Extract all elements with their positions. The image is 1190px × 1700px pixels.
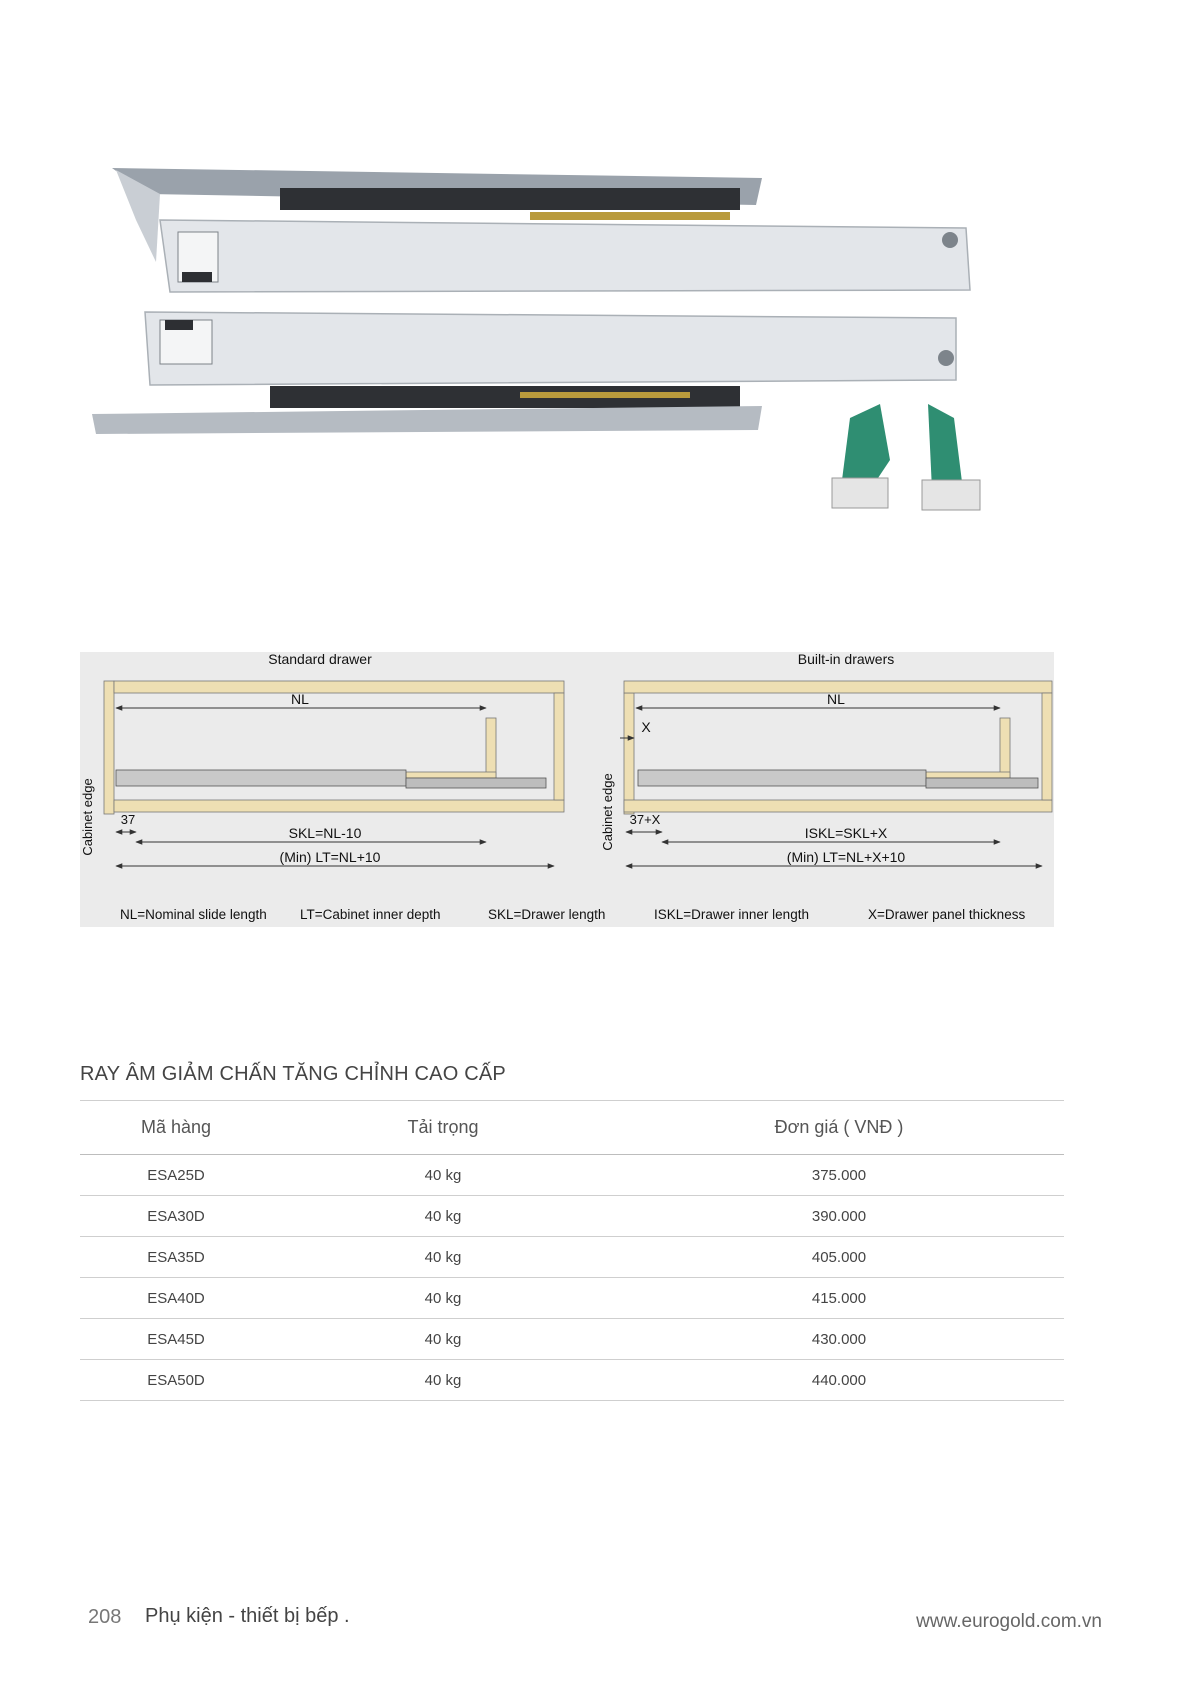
locking-device-illustration <box>832 404 980 510</box>
table-row <box>80 1237 1064 1278</box>
price-table <box>80 1100 1064 1401</box>
cell-load: 40 kg <box>272 1360 614 1401</box>
table-title: RAY ÂM GIẢM CHẤN TĂNG CHỈNH CAO CẤP <box>80 1063 506 1085</box>
installation-diagram <box>80 652 1054 927</box>
standard-drawer-diagram <box>80 652 564 866</box>
legend-x: X=Drawer panel thickness <box>868 907 1026 922</box>
table-row <box>80 1360 1064 1401</box>
cell-price: 440.000 <box>614 1360 1064 1401</box>
cell-code: ESA40D <box>80 1278 272 1319</box>
diagram-legend <box>120 907 1025 922</box>
cell-price: 430.000 <box>614 1319 1064 1360</box>
cell-load: 40 kg <box>272 1237 614 1278</box>
cell-code: ESA30D <box>80 1196 272 1237</box>
upper-slide-illustration <box>112 168 970 292</box>
cell-code: ESA25D <box>80 1155 272 1196</box>
cell-load: 40 kg <box>272 1155 614 1196</box>
lower-slide-illustration <box>92 312 956 434</box>
builtin-x-label: X <box>641 719 651 735</box>
standard-drawer-title: Standard drawer <box>268 652 372 667</box>
cell-price: 375.000 <box>614 1155 1064 1196</box>
standard-lt-formula: (Min) LT=NL+10 <box>279 849 381 865</box>
legend-skl: SKL=Drawer length <box>488 907 606 922</box>
header-code: Mã hàng <box>80 1101 272 1155</box>
standard-nl-label: NL <box>291 691 309 707</box>
table-row <box>80 1278 1064 1319</box>
table-row <box>80 1196 1064 1237</box>
cell-price: 415.000 <box>614 1278 1064 1319</box>
table-header-row <box>80 1101 1064 1155</box>
standard-offset: 37 <box>120 812 136 827</box>
cell-load: 40 kg <box>272 1196 614 1237</box>
header-price: Đơn giá ( VNĐ ) <box>614 1101 1064 1155</box>
legend-iskl: ISKL=Drawer inner length <box>654 907 809 922</box>
table-row <box>80 1155 1064 1196</box>
builtin-nl-label: NL <box>827 691 845 707</box>
header-load: Tải trọng <box>272 1101 614 1155</box>
builtin-drawer-title: Built-in drawers <box>797 652 895 667</box>
cell-price: 405.000 <box>614 1237 1064 1278</box>
product-photo <box>90 160 1070 560</box>
website-link[interactable]: www.eurogold.com.vn <box>916 1611 1102 1632</box>
page-number: 208 <box>88 1606 122 1628</box>
legend-nl: NL=Nominal slide length <box>120 907 267 922</box>
cell-code: ESA45D <box>80 1319 272 1360</box>
cell-load: 40 kg <box>272 1319 614 1360</box>
cell-price: 390.000 <box>614 1196 1064 1237</box>
builtin-lt-formula: (Min) LT=NL+X+10 <box>786 849 906 865</box>
section-name: Phụ kiện - thiết bị bếp . <box>145 1605 350 1627</box>
cell-load: 40 kg <box>272 1278 614 1319</box>
standard-cabinet-edge: Cabinet edge <box>80 778 95 856</box>
builtin-iskl-formula: ISKL=SKL+X <box>804 825 888 841</box>
legend-lt: LT=Cabinet inner depth <box>300 907 441 922</box>
cell-code: ESA50D <box>80 1360 272 1401</box>
table-row <box>80 1319 1064 1360</box>
builtin-offset: 37+X <box>629 812 661 827</box>
cell-code: ESA35D <box>80 1237 272 1278</box>
standard-skl-formula: SKL=NL-10 <box>288 825 362 841</box>
builtin-drawer-diagram <box>600 652 1052 866</box>
builtin-cabinet-edge: Cabinet edge <box>600 773 615 851</box>
